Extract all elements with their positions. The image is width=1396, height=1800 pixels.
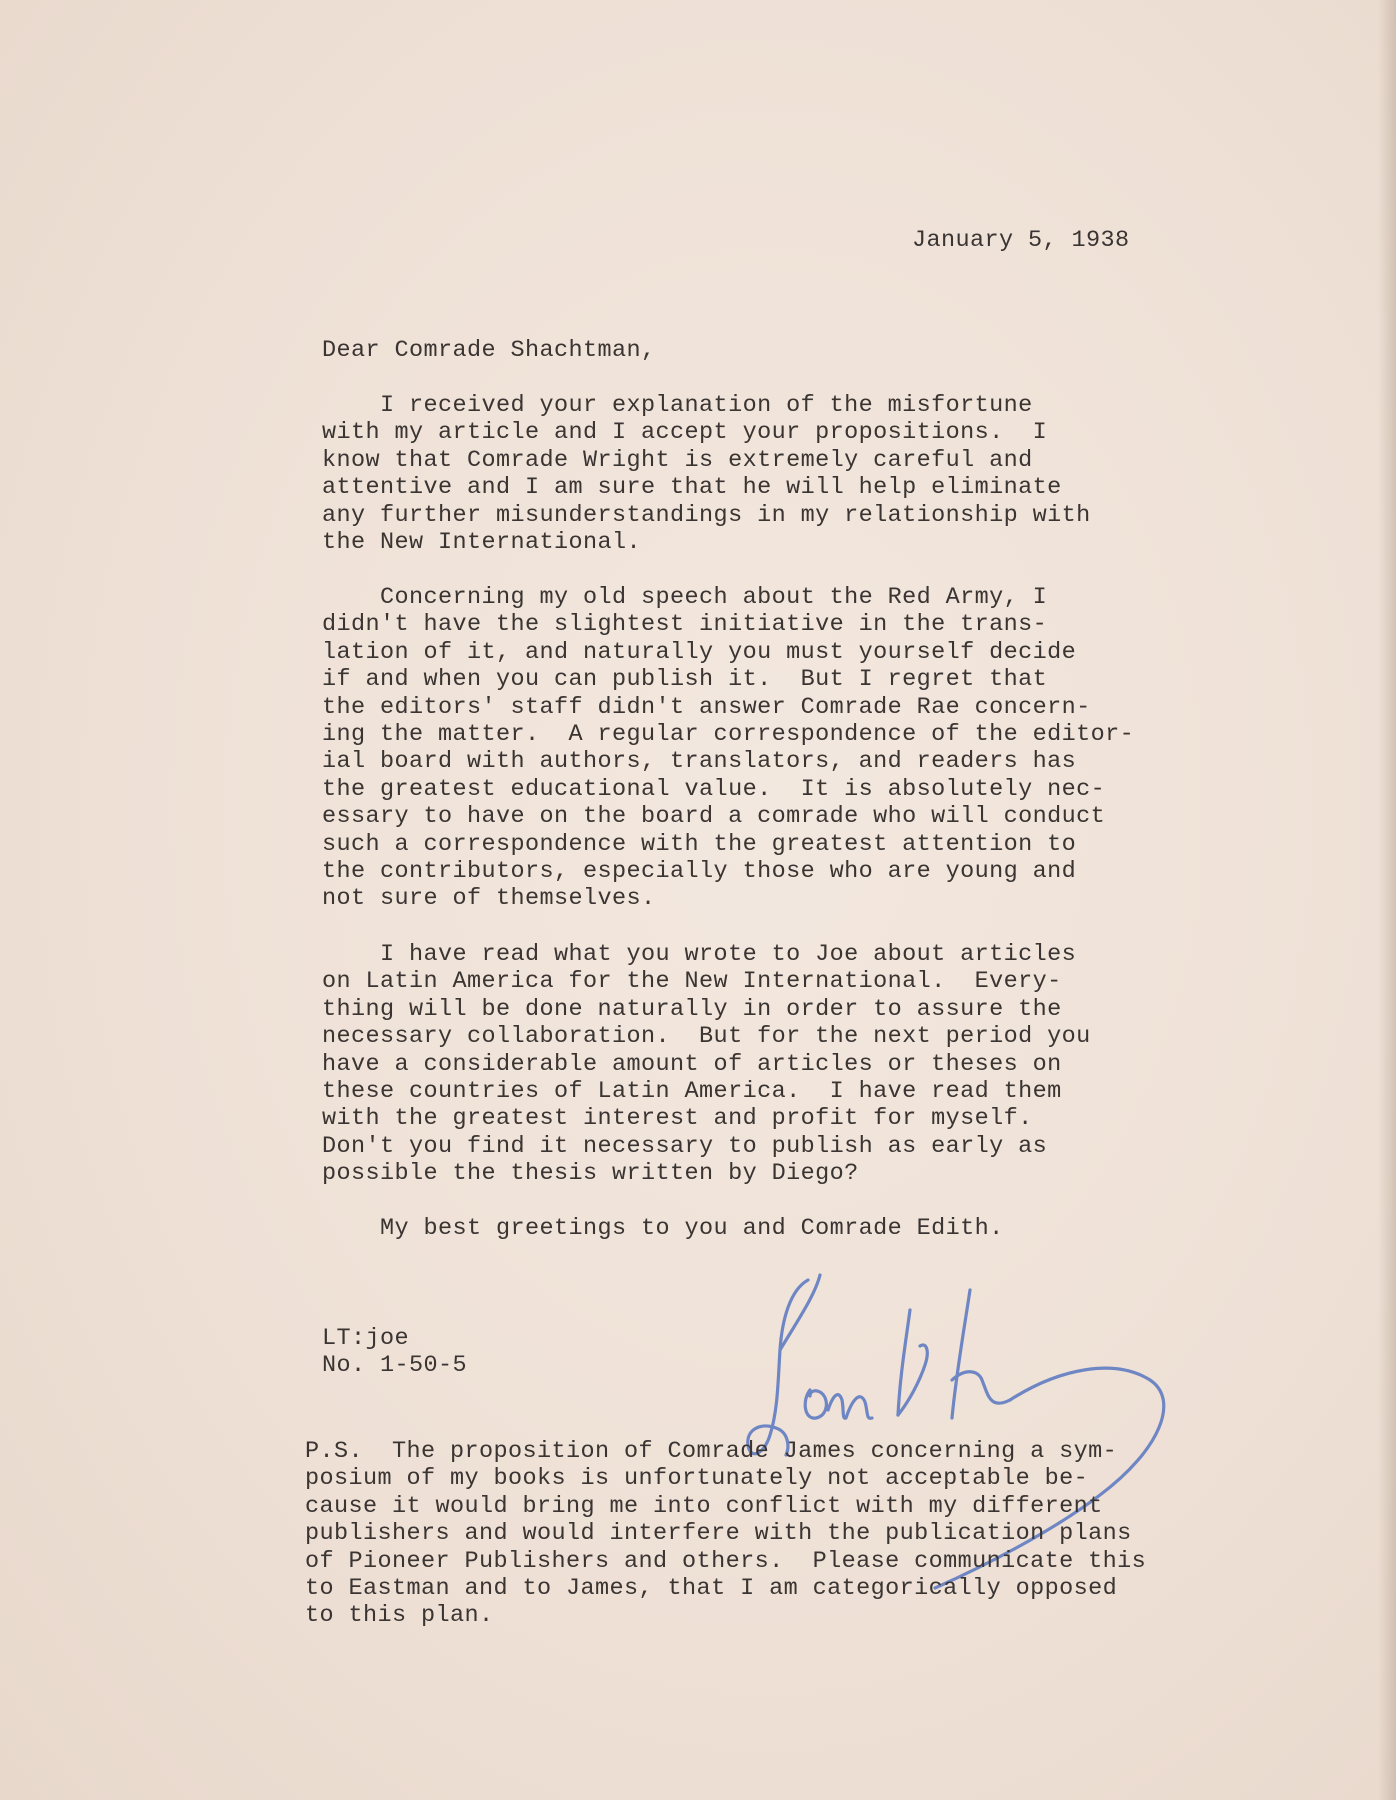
signature-stroke-n [828, 1395, 872, 1419]
signature-stroke-o [805, 1390, 826, 1418]
letter-paragraph-1: I received your explanation of the misfortune with my article and I accept your propositions. I know that Comrade Wright is extremely careful and attentive and I am sure that he will help eliminate any further misunderstandings in my relationship with the New International. [322, 392, 1091, 557]
letter-salutation: Dear Comrade Shachtman, [322, 337, 656, 364]
letter-date: January 5, 1938 [912, 227, 1130, 254]
letter-closing: My best greetings to you and Comrade Edith. [322, 1215, 1004, 1242]
signature-stroke-l-loop [748, 1280, 808, 1455]
signature-stroke-k [952, 1290, 1010, 1418]
paper-edge-shadow [1378, 0, 1396, 1800]
typist-reference: LT:joe No. 1-50-5 [322, 1325, 468, 1380]
letter-paragraph-2: Concerning my old speech about the Red Army, I didn't have the slightest initiative in the trans- lation of it, and naturally you must yourself decide if and when you can publish it. But I regret that the editors' staff didn't answer Comrade Rae concern- ing the matter. A regular correspondence of the editor- ial board with authors, translators, and readers has the greatest educational value. It is absolutely nec- essary to have on the board a comrade who will conduct such a correspondence with the greatest attention to the contributors, especially those who are young and not sure of themselves. [322, 584, 1135, 913]
letter-postscript: P.S. The proposition of Comrade James concerning a sym- posium of my books is unfortunately not acceptable be- cause it would bring me into conflict with my different publishers and would interfere with the publication plans of Pioneer Publishers and others. Please communicate this to Eastman and to James, that I am categorically opposed to this plan. [305, 1438, 1147, 1630]
letter-paragraph-3: I have read what you wrote to Joe about articles on Latin America for the New International. Every- thing will be done naturally in order to assure the necessary collaboration. But for the next period you have a considerable amount of articles or theses on these countries of Latin America. I have read them with the greatest interest and profit for myself. Don't you find it necessary to publish as early as possible the thesis written by Diego? [322, 941, 1091, 1188]
